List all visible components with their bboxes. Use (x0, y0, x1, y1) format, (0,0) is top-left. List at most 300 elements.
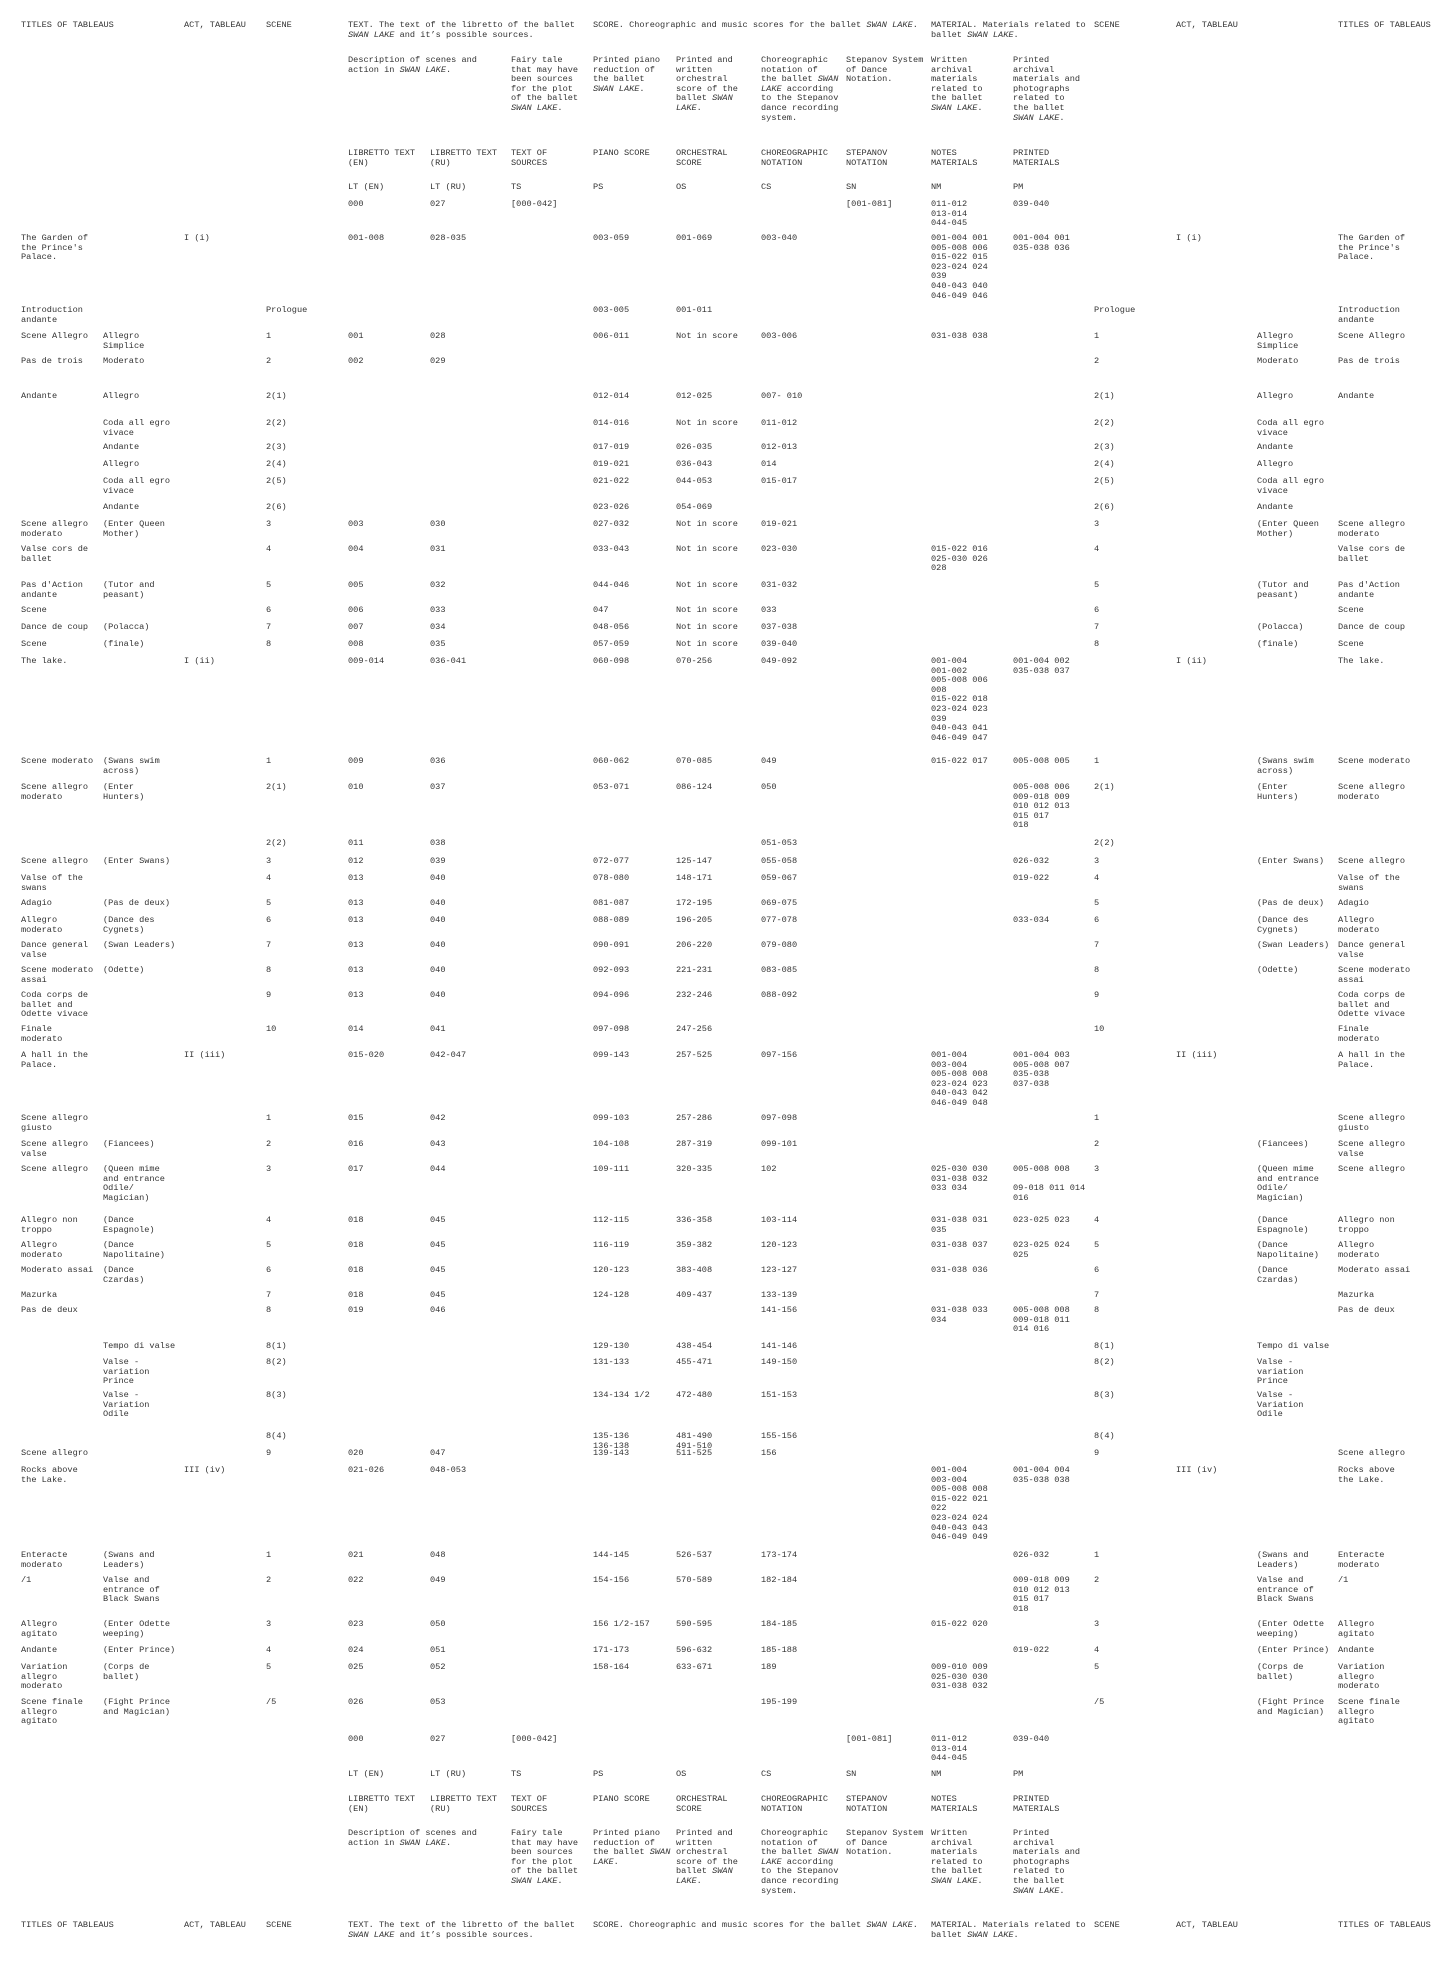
desc-os: Printed and written orchestral score of the ballet SWAN LAKE. (676, 55, 738, 113)
row-8-ps: 019-021 (593, 459, 630, 469)
row-28-lt-ru: 041 (430, 1024, 446, 1034)
row-6-cs: 011-012 (761, 418, 798, 428)
row-41-cs: 155-156 (761, 1431, 798, 1441)
row-32-cs: 102 (761, 1164, 777, 1174)
row-45-lt-ru: 049 (430, 1575, 446, 1585)
row-13-os: Not in score (676, 580, 738, 590)
row-39-scene: 8(2) (266, 1357, 287, 1367)
row-43-nm: 001-004 003-004 005-008 008 015-022 021 022 023-024 024 040-043 043 046-049 049 (931, 1465, 988, 1543)
row-24-pm: 033-034 (1013, 915, 1050, 925)
general-pm: 039-040 (1013, 1734, 1050, 1744)
row-40-cs: 151-153 (761, 1390, 798, 1400)
row-43-act: III (iv) (184, 1465, 226, 1475)
row-16-ps: 057-059 (593, 639, 630, 649)
column-name-lt_ru: LIBRETTO TEXT (RU) (430, 1794, 498, 1814)
row-30-lt-en: 015 (348, 1113, 364, 1123)
row-4-sub-r: Moderato (1257, 356, 1299, 366)
row-21-ps: 072-077 (593, 856, 630, 866)
row-34-sub-r: (Dance Napolitaine) (1257, 1240, 1319, 1260)
row-47-sub: (Enter Prince) (103, 1645, 176, 1655)
row-13-scene-r: 5 (1094, 580, 1100, 590)
row-26-title-r: Scene moderato assai (1338, 965, 1411, 985)
row-16-sub-r: (finale) (1257, 639, 1299, 649)
row-31-lt-en: 016 (348, 1139, 364, 1149)
row-18-scene-r: 1 (1094, 756, 1100, 766)
row-9-sub-r: Coda all egro vivace (1257, 476, 1325, 496)
row-30-cs: 097-098 (761, 1113, 798, 1123)
row-9-cs: 015-017 (761, 476, 798, 486)
header-titles-right: TITLES OF TABLEAUS (1338, 20, 1431, 30)
header-titles: TITLES OF TABLEAUS (21, 1920, 114, 1930)
row-23-os: 172-195 (676, 898, 713, 908)
row-33-scene: 4 (266, 1215, 272, 1225)
desc-nm: Written archival materials related to the ballet SWAN LAKE. (931, 1828, 983, 1886)
row-24-cs: 077-078 (761, 915, 798, 925)
row-46-scene-r: 3 (1094, 1619, 1100, 1629)
row-44-pm: 026-032 (1013, 1550, 1050, 1560)
row-31-os: 287-319 (676, 1139, 713, 1149)
row-26-ps: 092-093 (593, 965, 630, 975)
row-3-sub: Allegro Simplice (103, 331, 145, 351)
row-29-cs: 097-156 (761, 1050, 798, 1060)
row-44-scene-r: 1 (1094, 1550, 1100, 1560)
column-name-nm: NOTES MATERIALS (931, 1794, 978, 1814)
row-42-os: 511-525 (676, 1448, 713, 1458)
row-1-cs: 003-040 (761, 233, 798, 243)
row-17-lt-en: 009-014 (348, 656, 385, 666)
row-21-scene-r: 3 (1094, 856, 1100, 866)
row-36-title-r: Mazurka (1338, 1290, 1375, 1300)
row-2-ps: 003-005 (593, 305, 630, 315)
row-29-ps: 099-143 (593, 1050, 630, 1060)
row-21-sub-r: (Enter Swans) (1257, 856, 1325, 866)
row-37-scene: 8 (266, 1305, 272, 1315)
row-48-os: 633-671 (676, 1662, 713, 1672)
row-19-lt-ru: 037 (430, 782, 446, 792)
row-15-sub-r: (Polacca) (1257, 622, 1304, 632)
row-12-title: Valse cors de ballet (21, 544, 89, 564)
row-43-lt-ru: 048-053 (430, 1465, 467, 1475)
row-43-lt-en: 021-026 (348, 1465, 385, 1475)
row-22-os: 148-171 (676, 873, 713, 883)
row-42-lt-en: 020 (348, 1448, 364, 1458)
row-21-sub: (Enter Swans) (103, 856, 171, 866)
row-39-sub-r: Valse - variation Prince (1257, 1357, 1304, 1387)
row-48-sub-r: (Corps de ballet) (1257, 1662, 1304, 1682)
row-13-scene: 5 (266, 580, 272, 590)
row-31-sub: (Fiancees) (103, 1139, 155, 1149)
column-name-ps: PIANO SCORE (593, 148, 650, 158)
row-10-ps: 023-026 (593, 502, 630, 512)
row-27-lt-ru: 040 (430, 990, 446, 1000)
row-34-title-r: Allegro moderato (1338, 1240, 1380, 1260)
row-23-cs: 069-075 (761, 898, 798, 908)
column-name-ps: PIANO SCORE (593, 1794, 650, 1804)
row-40-scene: 8(3) (266, 1390, 287, 1400)
row-38-cs: 141-146 (761, 1341, 798, 1351)
row-18-nm: 015-022 017 (931, 756, 988, 766)
row-23-lt-en: 013 (348, 898, 364, 908)
row-25-cs: 079-080 (761, 940, 798, 950)
row-35-sub-r: (Dance Czardas) (1257, 1265, 1299, 1285)
row-37-pm: 005-008 008 009-018 011 014 016 (1013, 1305, 1070, 1335)
column-name-cs: CHOREOGRAPHIC NOTATION (761, 1794, 829, 1814)
header-scene: SCENE (266, 1920, 292, 1930)
header-score-group: SCORE. Choreographic and music scores for the ballet SWAN LAKE. (593, 20, 918, 30)
general-lt_en: 000 (348, 199, 364, 209)
row-44-ps: 144-145 (593, 1550, 630, 1560)
row-3-nm: 031-038 038 (931, 331, 988, 341)
abbrev-ps: PS (593, 182, 604, 192)
row-32-nm: 025-030 030 031-038 032 033 034 (931, 1164, 988, 1194)
row-29-title: A hall in the Palace. (21, 1050, 89, 1070)
row-34-sub: (Dance Napolitaine) (103, 1240, 165, 1260)
row-30-ps: 099-103 (593, 1113, 630, 1123)
row-13-cs: 031-032 (761, 580, 798, 590)
row-17-cs: 049-092 (761, 656, 798, 666)
row-19-cs: 050 (761, 782, 777, 792)
row-4-scene: 2 (266, 356, 272, 366)
row-24-scene: 6 (266, 915, 272, 925)
abbrev-ts: TS (511, 1769, 522, 1779)
row-7-scene-r: 2(3) (1094, 442, 1115, 452)
row-8-cs: 014 (761, 459, 777, 469)
row-45-ps: 154-156 (593, 1575, 630, 1585)
abbrev-os: OS (676, 182, 687, 192)
row-16-title: Scene (21, 639, 47, 649)
row-45-title-r: /1 (1338, 1575, 1349, 1585)
row-30-lt-ru: 042 (430, 1113, 446, 1123)
row-47-lt-ru: 051 (430, 1645, 446, 1655)
row-5-sub: Allegro (103, 391, 140, 401)
row-19-sub-r: (Enter Hunters) (1257, 782, 1299, 802)
row-32-pm: 005-008 008 09-018 011 014 016 (1013, 1164, 1086, 1203)
row-22-title-r: Valse of the swans (1338, 873, 1400, 893)
row-49-sub-r: (Fight Prince and Magician) (1257, 1697, 1325, 1717)
row-35-title-r: Moderato assai (1338, 1265, 1411, 1275)
column-name-sn: STEPANOV NOTATION (846, 1794, 888, 1814)
row-12-lt-ru: 031 (430, 544, 446, 554)
row-45-title: /1 (21, 1575, 32, 1585)
abbrev-cs: CS (761, 182, 772, 192)
header-act-right: ACT, TABLEAU (1176, 20, 1238, 30)
row-49-lt-ru: 053 (430, 1697, 446, 1707)
row-39-os: 455-471 (676, 1357, 713, 1367)
row-11-os: Not in score (676, 519, 738, 529)
row-14-scene-r: 6 (1094, 605, 1100, 615)
row-21-scene: 3 (266, 856, 272, 866)
row-34-os: 359-382 (676, 1240, 713, 1250)
row-45-lt-en: 022 (348, 1575, 364, 1585)
row-21-lt-ru: 039 (430, 856, 446, 866)
row-35-scene: 6 (266, 1265, 272, 1275)
row-18-lt-ru: 036 (430, 756, 446, 766)
row-48-scene: 5 (266, 1662, 272, 1672)
row-35-lt-en: 018 (348, 1265, 364, 1275)
row-32-lt-en: 017 (348, 1164, 364, 1174)
row-24-lt-en: 013 (348, 915, 364, 925)
row-38-sub-r: Tempo di valse (1257, 1341, 1330, 1351)
row-26-cs: 083-085 (761, 965, 798, 975)
row-29-nm: 001-004 003-004 005-008 008 023-024 023 040-043 042 046-049 048 (931, 1050, 988, 1108)
row-32-title-r: Scene allegro (1338, 1164, 1406, 1174)
row-18-sub-r: (Swans swim across) (1257, 756, 1314, 776)
row-33-os: 336-358 (676, 1215, 713, 1225)
row-33-lt-en: 018 (348, 1215, 364, 1225)
column-name-pm: PRINTED MATERIALS (1013, 148, 1060, 168)
row-24-lt-ru: 040 (430, 915, 446, 925)
desc-libretto: Description of scenes and action in SWAN LAKE. (348, 55, 477, 75)
row-36-os: 409-437 (676, 1290, 713, 1300)
row-22-ps: 078-080 (593, 873, 630, 883)
row-49-scene: /5 (266, 1697, 277, 1707)
abbrev-cs: CS (761, 1769, 772, 1779)
row-31-cs: 099-101 (761, 1139, 798, 1149)
row-6-sub: Coda all egro vivace (103, 418, 171, 438)
abbrev-pm: PM (1013, 1769, 1024, 1779)
row-43-title: Rocks above the Lake. (21, 1465, 78, 1485)
row-44-cs: 173-174 (761, 1550, 798, 1560)
row-21-lt-en: 012 (348, 856, 364, 866)
row-39-ps: 131-133 (593, 1357, 630, 1367)
row-35-scene-r: 6 (1094, 1265, 1100, 1275)
row-17-act-r: I (ii) (1176, 656, 1207, 666)
row-48-title: Variation allegro moderato (21, 1662, 68, 1692)
row-24-os: 196-205 (676, 915, 713, 925)
row-28-scene: 10 (266, 1024, 277, 1034)
row-20-scene: 2(2) (266, 838, 287, 848)
row-8-sub: Allegro (103, 459, 140, 469)
row-29-os: 257-525 (676, 1050, 713, 1060)
row-36-title: Mazurka (21, 1290, 58, 1300)
row-14-lt-en: 006 (348, 605, 364, 615)
row-47-scene: 4 (266, 1645, 272, 1655)
row-34-ps: 116-119 (593, 1240, 630, 1250)
row-11-scene: 3 (266, 519, 272, 529)
row-42-lt-ru: 047 (430, 1448, 446, 1458)
row-16-lt-ru: 035 (430, 639, 446, 649)
row-18-sub: (Swans swim across) (103, 756, 160, 776)
row-11-sub-r: (Enter Queen Mother) (1257, 519, 1319, 539)
row-41-ps: 135-136 136-138 (593, 1431, 630, 1451)
row-35-title: Moderato assai (21, 1265, 94, 1275)
row-33-scene-r: 4 (1094, 1215, 1100, 1225)
row-24-sub-r: (Dance des Cygnets) (1257, 915, 1309, 935)
row-20-cs: 051-053 (761, 838, 798, 848)
row-22-cs: 059-067 (761, 873, 798, 883)
row-11-ps: 027-032 (593, 519, 630, 529)
row-30-os: 257-286 (676, 1113, 713, 1123)
header-scene: SCENE (266, 20, 292, 30)
row-20-lt-en: 011 (348, 838, 364, 848)
row-34-lt-en: 018 (348, 1240, 364, 1250)
column-name-os: ORCHESTRAL SCORE (676, 148, 728, 168)
desc-os: Printed and written orchestral score of the ballet SWAN LAKE. (676, 1828, 738, 1886)
row-43-act-r: III (iv) (1176, 1465, 1218, 1475)
header-titles: TITLES OF TABLEAUS (21, 20, 114, 30)
row-15-cs: 037-038 (761, 622, 798, 632)
row-19-title-r: Scene allegro moderato (1338, 782, 1406, 802)
column-name-pm: PRINTED MATERIALS (1013, 1794, 1060, 1814)
row-30-scene: 1 (266, 1113, 272, 1123)
row-26-lt-ru: 040 (430, 965, 446, 975)
desc-sn: Stepanov System of Dance Notation. (846, 1828, 924, 1858)
row-36-lt-ru: 045 (430, 1290, 446, 1300)
row-15-lt-ru: 034 (430, 622, 446, 632)
desc-ts: Fairy tale that may have been sources for the plot of the ballet SWAN LAKE. (511, 1828, 579, 1886)
row-16-scene-r: 8 (1094, 639, 1100, 649)
column-name-sn: STEPANOV NOTATION (846, 148, 888, 168)
row-14-cs: 033 (761, 605, 777, 615)
row-5-title-r: Andante (1338, 391, 1375, 401)
row-46-lt-ru: 050 (430, 1619, 446, 1629)
row-42-title-r: Scene allegro (1338, 1448, 1406, 1458)
row-16-title-r: Scene (1338, 639, 1364, 649)
row-13-ps: 044-046 (593, 580, 630, 590)
row-47-title-r: Andante (1338, 1645, 1375, 1655)
row-35-nm: 031-038 036 (931, 1265, 988, 1275)
abbrev-sn: SN (846, 182, 857, 192)
row-49-title: Scene finale allegro agitato (21, 1697, 83, 1727)
row-26-scene-r: 8 (1094, 965, 1100, 975)
row-17-title-r: The lake. (1338, 656, 1385, 666)
row-22-title: Valse of the swans (21, 873, 83, 893)
desc-ps: Printed piano reduction of the ballet SWAN LAKE. (593, 1828, 671, 1867)
row-7-sub: Andante (103, 442, 140, 452)
row-15-lt-en: 007 (348, 622, 364, 632)
row-32-os: 320-335 (676, 1164, 713, 1174)
header-text-group: TEXT. The text of the libretto of the ballet SWAN LAKE and it’s possible sources. (348, 1920, 575, 1940)
row-25-title-r: Dance general valse (1338, 940, 1406, 960)
row-49-cs: 195-199 (761, 1697, 798, 1707)
row-25-scene: 7 (266, 940, 272, 950)
row-34-lt-ru: 045 (430, 1240, 446, 1250)
column-name-lt_en: LIBRETTO TEXT (EN) (348, 1794, 416, 1814)
row-27-ps: 094-096 (593, 990, 630, 1000)
row-2-scene-r: Prologue (1094, 305, 1136, 315)
row-23-scene: 5 (266, 898, 272, 908)
column-name-nm: NOTES MATERIALS (931, 148, 978, 168)
row-34-scene: 5 (266, 1240, 272, 1250)
row-24-title: Allegro moderato (21, 915, 63, 935)
row-26-scene: 8 (266, 965, 272, 975)
row-28-scene-r: 10 (1094, 1024, 1105, 1034)
row-27-scene: 9 (266, 990, 272, 1000)
row-34-pm: 023-025 024 025 (1013, 1240, 1070, 1260)
row-14-os: Not in score (676, 605, 738, 615)
row-43-title-r: Rocks above the Lake. (1338, 1465, 1395, 1485)
row-33-cs: 103-114 (761, 1215, 798, 1225)
row-46-ps: 156 1/2-157 (593, 1619, 650, 1629)
row-16-sub: (finale) (103, 639, 145, 649)
header-act: ACT, TABLEAU (184, 20, 246, 30)
row-39-scene-r: 8(2) (1094, 1357, 1115, 1367)
general-nm: 011-012 013-014 044-045 (931, 199, 968, 229)
row-25-os: 206-220 (676, 940, 713, 950)
header-scene-right: SCENE (1094, 1920, 1120, 1930)
row-40-scene-r: 8(3) (1094, 1390, 1115, 1400)
row-27-os: 232-246 (676, 990, 713, 1000)
row-18-pm: 005-008 005 (1013, 756, 1070, 766)
row-12-ps: 033-043 (593, 544, 630, 554)
row-46-os: 590-595 (676, 1619, 713, 1629)
row-3-scene: 1 (266, 331, 272, 341)
row-30-title: Scene allegro giusto (21, 1113, 89, 1133)
row-32-ps: 109-111 (593, 1164, 630, 1174)
row-13-lt-ru: 032 (430, 580, 446, 590)
row-11-title: Scene allegro moderato (21, 519, 89, 539)
abbrev-pm: PM (1013, 182, 1024, 192)
row-12-os: Not in score (676, 544, 738, 554)
row-2-scene: Prologue (266, 305, 308, 315)
row-9-ps: 021-022 (593, 476, 630, 486)
column-name-lt_en: LIBRETTO TEXT (EN) (348, 148, 416, 168)
row-28-os: 247-256 (676, 1024, 713, 1034)
row-29-title-r: A hall in the Palace. (1338, 1050, 1406, 1070)
column-name-ts: TEXT OF SOURCES (511, 148, 548, 168)
row-31-title-r: Scene allegro valse (1338, 1139, 1406, 1159)
row-31-scene-r: 2 (1094, 1139, 1100, 1149)
row-34-cs: 120-123 (761, 1240, 798, 1250)
row-5-scene-r: 2(1) (1094, 391, 1115, 401)
general-pm: 039-040 (1013, 199, 1050, 209)
row-17-pm: 001-004 002 035-038 037 (1013, 656, 1070, 676)
row-17-ps: 060-098 (593, 656, 630, 666)
row-14-title-r: Scene (1338, 605, 1364, 615)
row-15-scene-r: 7 (1094, 622, 1100, 632)
row-33-nm: 031-038 031 035 (931, 1215, 988, 1235)
row-9-sub: Coda all egro vivace (103, 476, 171, 496)
row-13-title: Pas d'Action andante (21, 580, 83, 600)
row-36-lt-en: 018 (348, 1290, 364, 1300)
row-34-nm: 031-038 037 (931, 1240, 988, 1250)
row-8-sub-r: Allegro (1257, 459, 1294, 469)
row-14-title: Scene (21, 605, 47, 615)
row-42-ps: 139-143 (593, 1448, 630, 1458)
row-19-lt-en: 010 (348, 782, 364, 792)
row-25-sub-r: (Swan Leaders) (1257, 940, 1330, 950)
row-27-scene-r: 9 (1094, 990, 1100, 1000)
desc-ts: Fairy tale that may have been sources for the plot of the ballet SWAN LAKE. (511, 55, 579, 113)
row-37-lt-en: 019 (348, 1305, 364, 1315)
row-11-lt-ru: 030 (430, 519, 446, 529)
row-4-title-r: Pas de trois (1338, 356, 1400, 366)
abbrev-lt_ru: LT (RU) (430, 182, 467, 192)
row-47-title: Andante (21, 1645, 58, 1655)
general-ts: [000-042] (511, 199, 558, 209)
row-46-lt-en: 023 (348, 1619, 364, 1629)
row-18-title-r: Scene moderato (1338, 756, 1411, 766)
row-9-os: 044-053 (676, 476, 713, 486)
row-3-scene-r: 1 (1094, 331, 1100, 341)
row-7-cs: 012-013 (761, 442, 798, 452)
row-19-ps: 053-071 (593, 782, 630, 792)
row-3-cs: 003-006 (761, 331, 798, 341)
row-16-cs: 039-040 (761, 639, 798, 649)
row-42-title: Scene allegro (21, 1448, 89, 1458)
row-2-os: 001-011 (676, 305, 713, 315)
row-36-scene: 7 (266, 1290, 272, 1300)
row-18-scene: 1 (266, 756, 272, 766)
header-material-group: MATERIAL. Materials related to ballet SWAN LAKE. (931, 20, 1086, 40)
row-32-title: Scene allegro (21, 1164, 89, 1174)
row-15-sub: (Polacca) (103, 622, 150, 632)
row-21-cs: 055-058 (761, 856, 798, 866)
row-24-title-r: Allegro moderato (1338, 915, 1380, 935)
row-31-sub-r: (Fiancees) (1257, 1139, 1309, 1149)
row-34-scene-r: 5 (1094, 1240, 1100, 1250)
row-45-cs: 182-184 (761, 1575, 798, 1585)
